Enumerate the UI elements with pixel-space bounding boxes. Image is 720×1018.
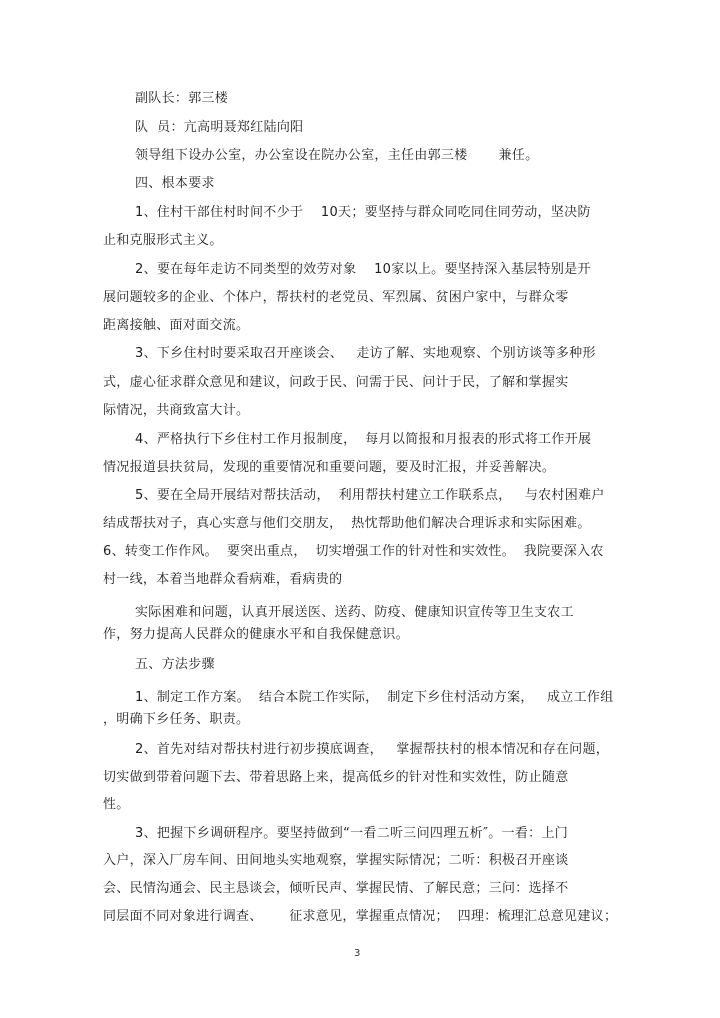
text-line: 距离接触、面对面交流。 bbox=[103, 318, 250, 333]
text-line: 村一线，本着当地群众看病难，看病贵的 bbox=[103, 572, 343, 587]
text-line: 领导组下设办公室，办公室设在院办公室，主任由郭三楼 兼任。 bbox=[135, 148, 539, 163]
text-line: 结成帮扶对子，真心实意与他们交朋友， 热忱帮助他们解决合理诉求和实际困难。 bbox=[103, 516, 591, 531]
text-line: 1、制定工作方案。 结合本院工作实际， 制定下乡住村活动方案， 成立工作组 bbox=[135, 690, 614, 705]
text-line: 性。 bbox=[103, 797, 130, 812]
text-line: 入户，深入厂房车间、田间地头实地观察，掌握实际情况；二听：积极召开座谈 bbox=[103, 853, 569, 868]
text-line: 3、把握下乡调研程序。要坚持做到“一看二听三问四理五析″。一看：上门 bbox=[135, 826, 569, 841]
text-line: 同层面不同对象进行调查、 征求意见，掌握重点情况； 四理：梳理汇总意见建议； bbox=[103, 909, 618, 924]
text-line: 2、要在每年走访不同类型的效劳对象 10家以上。要坚持深入基层特别是开 bbox=[135, 262, 591, 277]
page-number: 3 bbox=[354, 948, 361, 959]
text-line: 式，虚心征求群众意见和建议，问政于民、问需于民、问计于民，了解和掌握实 bbox=[103, 375, 569, 390]
section-heading: 五、方法步骤 bbox=[135, 657, 215, 672]
text-line: 2、首先对结对帮扶村进行初步摸底调查， 掌握帮扶村的根本情况和存在问题， bbox=[135, 742, 610, 757]
text-line: 情况报道县扶贫局，发现的重要情况和重要问题，要及时汇报，并妥善解决。 bbox=[103, 460, 556, 475]
text-line: 队 员：亢高明聂郑红陆向阳 bbox=[135, 120, 304, 135]
text-line: 实际困难和问题，认真开展送医、送药、防疫、健康知识宣传等卫生支农工 bbox=[135, 605, 574, 620]
text-line: 1、住村干部住村时间不少于 10天；要坚持与群众同吃同住同劳动，坚决防 bbox=[135, 205, 591, 220]
text-line: 3、下乡住村时要采取召开座谈会、 走访了解、实地观察、个别访谈等多种形 bbox=[135, 346, 596, 361]
text-line: 展问题较多的企业、个体户，帮扶村的老党员、军烈属、贫困户家中，与群众零 bbox=[103, 290, 569, 305]
text-line: 止和克服形式主义。 bbox=[103, 233, 223, 248]
text-line: 6、转变工作作风。 要突出重点， 切实增强工作的针对性和实效性。 我院要深入农 bbox=[103, 544, 604, 559]
text-line: 5、要在全局开展结对帮扶活动， 利用帮扶村建立工作联系点， 与农村困难户 bbox=[135, 488, 605, 503]
text-line: ，明确下乡任务、职责。 bbox=[103, 712, 250, 727]
text-line: 切实做到带着问题下去、带着思路上来，提高低乡的针对性和实效性，防止随意 bbox=[103, 770, 569, 785]
text-line: 作，努力提高人民群众的健康水平和自我保健意识。 bbox=[103, 627, 409, 642]
section-heading: 四、根本要求 bbox=[135, 176, 215, 191]
text-line: 际情况，共商致富大计。 bbox=[103, 403, 250, 418]
text-line: 4、严格执行下乡住村工作月报制度， 每月以简报和月报表的形式将工作开展 bbox=[135, 432, 592, 447]
text-line: 副队长：郭三楼 bbox=[135, 91, 229, 106]
text-line: 会、民情沟通会、民主恳谈会，倾听民声、掌握民情、了解民意；三问：选择不 bbox=[103, 881, 569, 896]
